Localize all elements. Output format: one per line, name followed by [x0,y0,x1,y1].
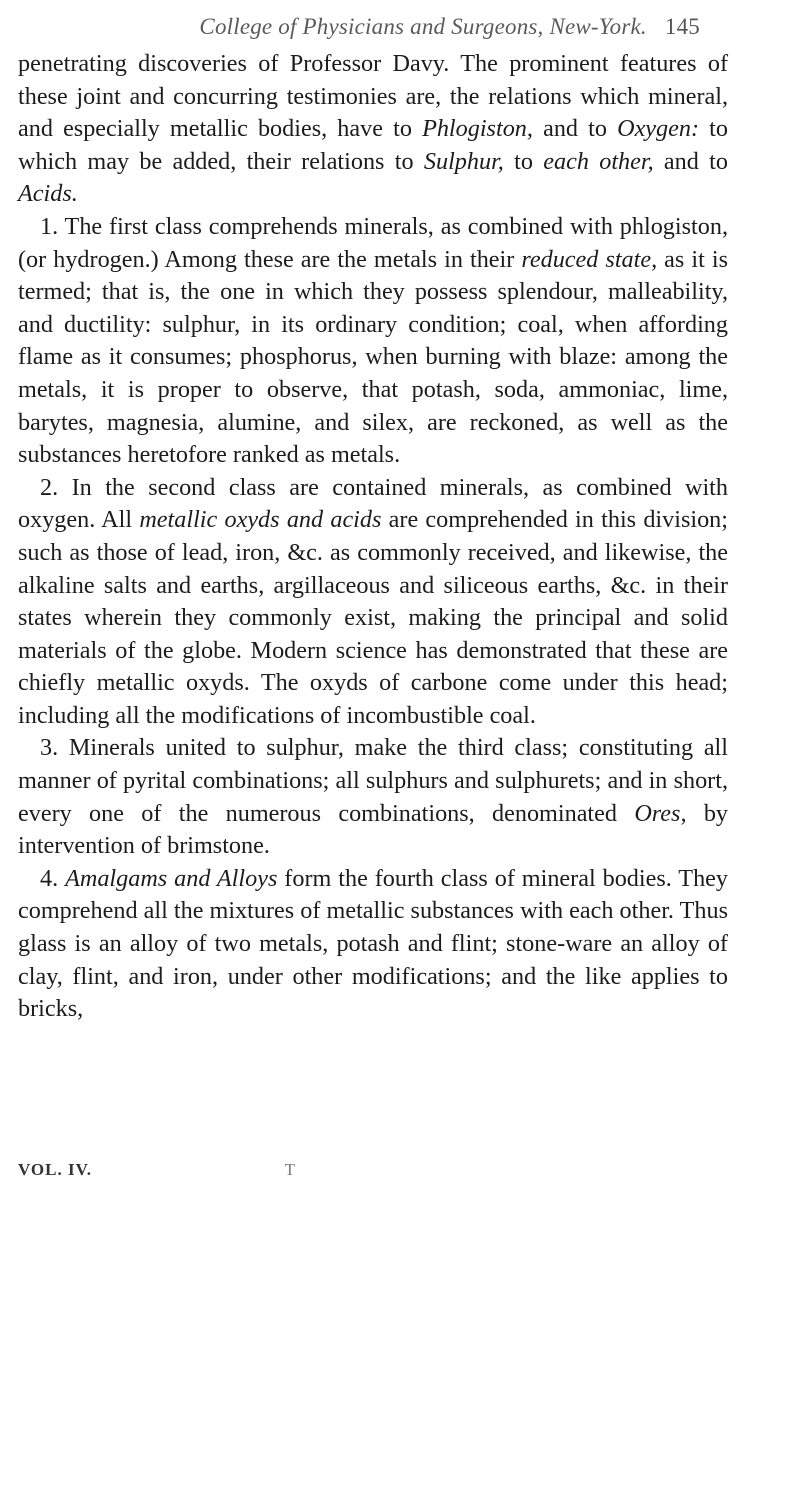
text-span: are comprehended in this division; such as those of lead, iron, &c. as commonly received, and likewise, the alkaline salts and earths, argillaceous and siliceous earths, &c. in their states wherein they commonly exist, making the principal and solid materials of the globe. Modern science has demonstrated that these are chiefly metallic oxyds. The oxyds of carbone come under this head; including all the modifications of incombustible coal. [18,506,728,729]
italic-term: Amalgams and Alloys [65,864,278,892]
text-span: penetrating discoveries of Professor Davy. The prominent features of these joint and concurring testimonies are, the relations which mineral, and especially metallic bodies, have to [18,50,728,143]
italic-term: Sulphur, [423,147,504,175]
paragraph-class-4 [18,863,728,1026]
text-span: by intervention of brimstone. [18,799,729,860]
italic-term: Phlogiston, [422,115,533,143]
body-text [18,48,728,1026]
signature-mark: T [284,1160,296,1179]
italic-term: reduced state, [521,245,658,273]
page-number: 145 [664,14,700,39]
italic-term: each other, [543,147,654,175]
paragraph-class-2 [18,472,728,733]
running-title: College of Physicians and Surgeons, New-York. [199,14,647,39]
text-span: 3. Minerals united to sulphur, make the third class; constituting all manner of pyrital combinations; all sulphurs and sulphurets; and in short, every one of the numerous combinations, denominated [18,734,728,827]
volume-label: VOL. IV. [18,1160,92,1179]
paragraph-intro [18,48,728,211]
running-head [100,14,700,40]
text-span: 2. In the second class are contained minerals, as combined with oxygen. All [18,473,728,534]
paragraph-class-3 [18,732,728,862]
paragraph-class-1 [18,211,728,472]
text-span: to [503,147,544,175]
italic-term: Acids. [18,180,78,208]
italic-term: Oxygen: [617,115,700,143]
text-span: 4. [40,864,66,892]
text-span: to which may be added, their relations to [18,115,728,175]
text-span: as it is termed; that is, the one in which they possess splendour, malleability, and ductility: sulphur, in its ordinary condition; coal, when affording flame as it consumes; phosphorus, when burning with blaze: among the metals, it is proper to observe, that potash, soda, ammoniac, lime, barytes, magnesia, alumine, and silex, are reckoned, as well as the substances heretofore ranked as metals. [18,245,728,469]
italic-term: Ores, [634,799,687,827]
italic-term: metallic oxyds and acids [139,506,382,534]
text-span: and to [653,147,728,175]
text-span: form the fourth class of mineral bodies. They comprehend all the mixtures of metallic substances with each other. Thus glass is an alloy of two metals, potash and flint; stone-ware an alloy of clay, flint, and iron, under other modifications; and the like applies to bricks, [18,864,728,1023]
text-span: 1. The first class comprehends minerals, as combined with phlogiston, (or hydrogen.) Among these are the metals in their [18,212,728,273]
text-span: and to [532,115,618,143]
page-footer [18,1160,728,1180]
